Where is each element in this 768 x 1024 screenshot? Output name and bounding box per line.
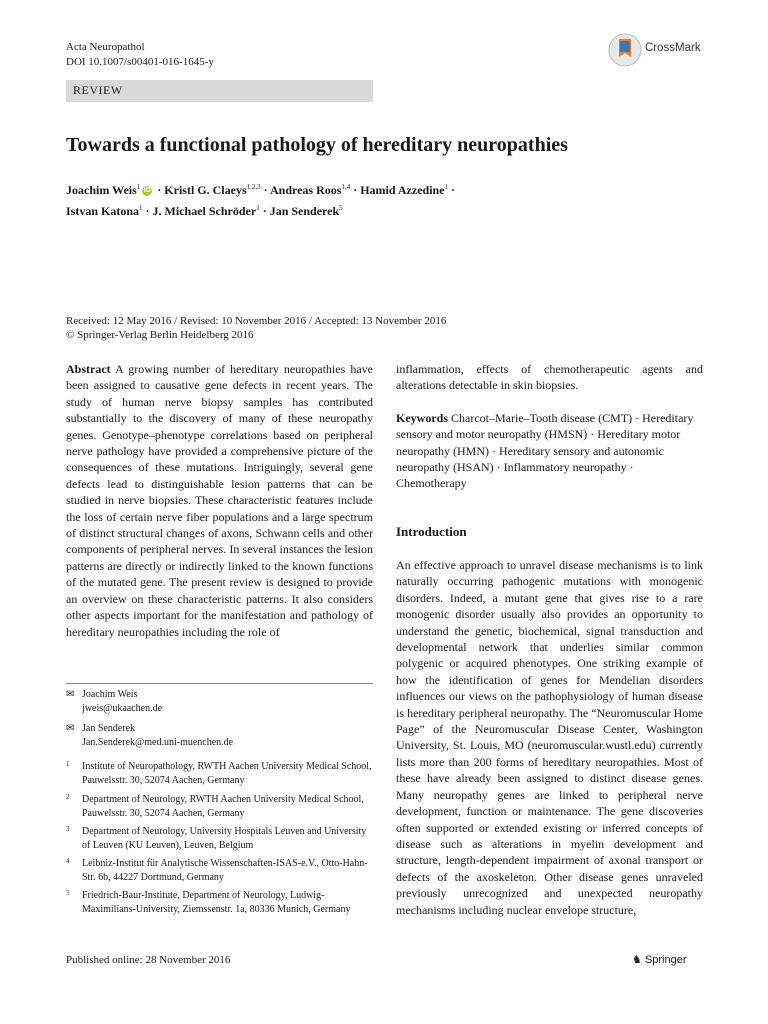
published-online: Published online: 28 November 2016 <box>66 954 231 966</box>
envelope-icon: ✉ <box>66 723 75 734</box>
abstract <box>66 361 373 640</box>
crossmark-icon <box>608 33 642 67</box>
publisher-logo <box>632 953 687 966</box>
keywords <box>396 410 703 492</box>
correspondent-email[interactable]: jweis@ukaachen.de <box>82 702 163 714</box>
dates-block <box>66 315 706 342</box>
author-separator: · <box>353 183 358 197</box>
affiliation-number: 4 <box>66 857 70 865</box>
orcid-icon[interactable]: iD <box>143 187 151 195</box>
article-title: Towards a functional pathology of hereditary neuropathies <box>66 134 568 156</box>
author-affil: 1,4 <box>341 183 351 191</box>
springer-horse-icon: ♞ <box>632 954 642 966</box>
correspondent-name: Joachim Weis <box>82 689 138 700</box>
doi[interactable]: DOI 10.1007/s00401-016-1645-y <box>66 56 214 68</box>
author-affil: 5 <box>339 204 343 212</box>
introduction-heading: Introduction <box>396 524 467 539</box>
publisher-name: Springer <box>644 954 687 966</box>
affiliation-text: Institute of Neuropathology, RWTH Aachen University Medical School, Pauwelsstr. 30, 52074 Aachen, Germany <box>82 761 372 786</box>
abstract-continuation-block <box>396 361 703 492</box>
affiliation-number: 5 <box>66 889 70 897</box>
journal-header <box>66 40 214 70</box>
abstract-text: A growing number of hereditary neuropathies have been assigned to causative gene defects in recent years. The study of human nerve biopsy samples has contributed substantially to the discovery of many of these neuropathy genes. Genotype–phenotype correlations based on peripheral nerve pathology have provided a comprehensive picture of the consequences of these mutations. Intriguingly, several gene defects lead to distinguishable lesion patterns that can be studied in nerve biopsies. These characteristic features include the loss of certain nerve fiber populations and a large spectrum of distinct structural changes of axons, Schwann cells and other components of peripheral nerves. In several instances the lesion patterns are directly or indirectly linked to the known functions of the mutated gene. The present review is designed to provide an overview on these characteristic patterns. It also considers other aspects important for the manifestation and pathology of hereditary neuropathies including the role of <box>66 362 373 639</box>
abstract-label: Abstract <box>66 362 111 376</box>
received-dates: Received: 12 May 2016 / Revised: 10 November 2016 / Accepted: 13 November 2016 <box>66 315 447 327</box>
copyright: © Springer-Verlag Berlin Heidelberg 2016 <box>66 328 254 341</box>
affiliation-number: 3 <box>66 825 70 833</box>
affiliation-text: Department of Neurology, RWTH Aachen University Medical School, Pauwelsstr. 30, 52074 Aachen, Germany <box>82 794 364 819</box>
section-label: REVIEW <box>73 83 123 97</box>
abstract-continuation: inflammation, effects of chemotherapeutic agents and alterations detectable in skin biopsies. <box>396 362 703 393</box>
affiliation-text: Friedrich-Baur-Institute, Department of Neurology, Ludwig-Maximilians-University, Ziemssenstr. 1a, 80336 Munich, Germany <box>82 890 351 915</box>
author-name[interactable]: Joachim Weis <box>66 183 137 197</box>
footnote-divider <box>66 683 373 684</box>
author-separator: · <box>451 183 456 197</box>
affiliation-text: Department of Neurology, University Hospitals Leuven and University of Leuven (KU Leuven), Leuven, Belgium <box>82 826 367 851</box>
author-affil: 1 <box>256 204 260 212</box>
author-name[interactable]: Istvan Katona <box>66 204 140 218</box>
author-affil: 1 <box>444 183 449 191</box>
affiliation-number: 1 <box>66 760 70 768</box>
keywords-text: Charcot–Marie–Tooth disease (CMT) · Hereditary sensory and motor neuropathy (HMSN) · Hereditary motor neuropathy (HMN) · Hereditary sensory and autonomic neuropathy (HSAN) · Inflammatory neuropathy · Chemotherapy <box>396 410 694 491</box>
section-banner <box>66 80 373 102</box>
crossmark-label: CrossMark <box>645 42 701 54</box>
crossmark-badge[interactable] <box>608 33 708 67</box>
correspondent-name: Jan Senderek <box>82 723 136 734</box>
affiliation-text: Leibniz-Institut für Analytische Wissenschaften-ISAS-e.V., Otto-Hahn-Str. 6b, 44227 Dortmund, Germany <box>82 858 368 883</box>
correspondent-email[interactable]: Jan.Senderek@med.uni-muenchen.de <box>82 736 234 748</box>
author-affil: 1 <box>139 204 143 212</box>
author-line-1 <box>66 178 706 199</box>
affiliation-number: 2 <box>66 793 70 801</box>
author-separator: · <box>157 183 162 197</box>
keywords-label: Keywords <box>396 410 448 425</box>
introduction-text: An effective approach to unravel disease mechanisms is to link naturally occurring pathogenic mutations with monogenic disorders. Indeed, a mutant gene that gives rise to a rare monogenic disorder usually also provides an opportunity to understand the genetic, biochemical, signal transduction and developmental network that underlies similar common polygenic or acquired phenotypes. One striking example of how the identification of genes for Mendelian disorders influences our views on the pathophysiology of human disease is hereditary peripheral neuropathy. The “Neuromuscular Home Page” of the Neuromuscular Disease Center, Washington University, St. Louis, MO (neuromuscular.wustl.edu) currently lists more than 200 forms of hereditary neuropathies. Most of these have already been assigned to distinct disease genes. Many neuropathy genes are linked to peripheral nerve development, function or maintenance. The gene discoveries often supported or extended existing or inferred concepts of disease such as alterations in myelin development and structure, length-dependent impairment of axonal transport or defects of the axoskeleton. Other disease genes unraveled previously unrecognized and unexpected neuropathy mechanisms including nuclear envelope structure, <box>396 558 703 917</box>
author-affil: 1 <box>136 183 141 191</box>
journal-name: Acta Neuropathol <box>66 41 145 53</box>
author-name[interactable]: Andreas Roos <box>269 183 342 197</box>
author-separator: · <box>262 204 267 218</box>
author-separator: · <box>145 204 150 218</box>
author-line-2 <box>66 199 706 220</box>
author-separator: · <box>263 183 268 197</box>
introduction-body <box>396 557 703 918</box>
author-name[interactable]: Kristl G. Claeys <box>164 183 247 197</box>
author-name[interactable]: J. Michael Schröder <box>152 204 257 218</box>
author-name[interactable]: Hamid Azzedine <box>360 183 445 197</box>
author-affil: 1,2,3 <box>246 183 261 191</box>
envelope-icon: ✉ <box>66 689 75 700</box>
author-name[interactable]: Jan Senderek <box>269 204 340 218</box>
author-list <box>66 178 706 220</box>
